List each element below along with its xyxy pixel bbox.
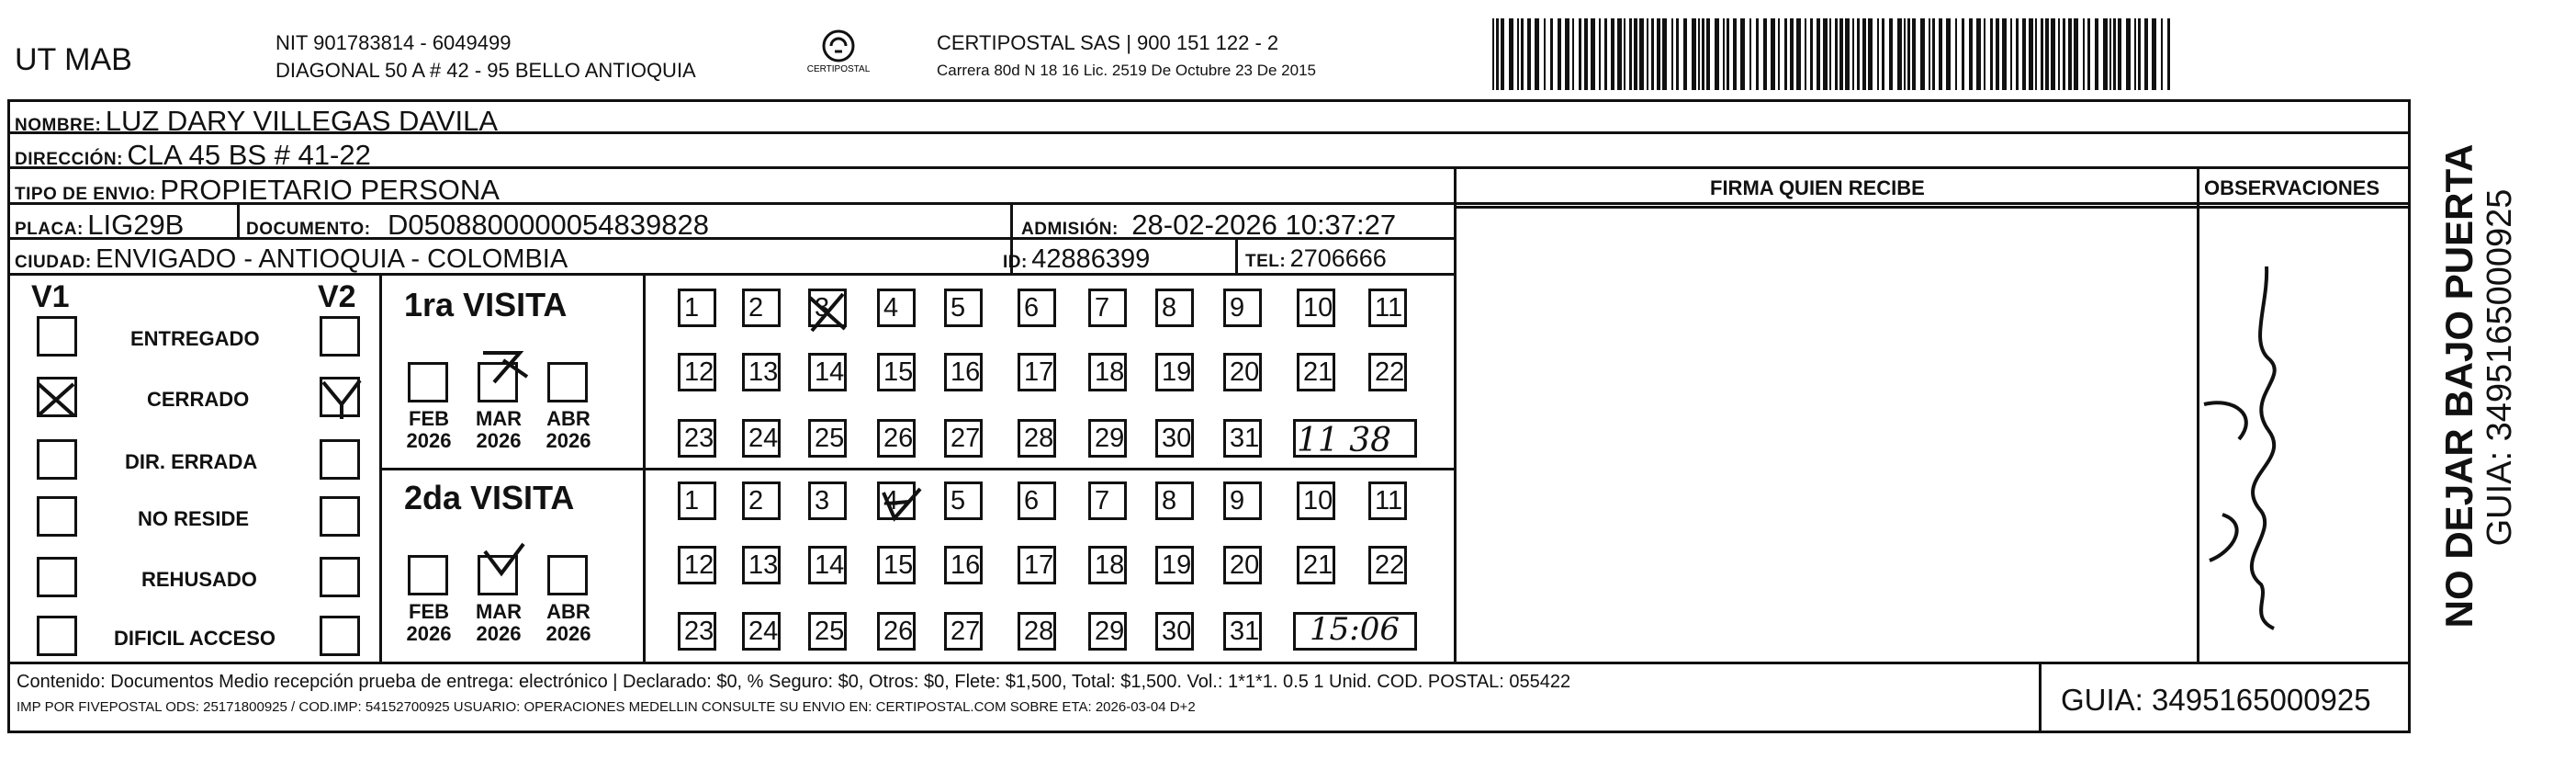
col-line (1235, 237, 1238, 273)
barcode-bar (1733, 18, 1737, 90)
barcode-bar (1889, 18, 1893, 90)
visit2-day-box[interactable]: 22 (1368, 546, 1407, 584)
ciudad-row (15, 246, 568, 273)
tel-label: TEL: (1245, 252, 1287, 271)
visit1-day-box[interactable]: 11 (1368, 289, 1407, 327)
visit2-day-box[interactable]: 19 (1155, 546, 1194, 584)
frame-top (7, 99, 2411, 102)
visit1-day-box[interactable]: 14 (808, 353, 847, 391)
barcode-bar (2167, 18, 2170, 90)
company-address: DIAGONAL 50 A # 42 - 95 BELLO ANTIOQUIA (276, 59, 696, 82)
visit2-day-box[interactable]: 13 (742, 546, 781, 584)
documento-row (246, 210, 709, 239)
visit1-day-box[interactable]: 6 (1018, 289, 1056, 327)
visit1-title: 1ra VISITA (404, 286, 568, 323)
barcode-bar (1591, 18, 1595, 90)
barcode-bar (1624, 18, 1625, 90)
logo-text: CERTIPOSTAL (806, 64, 871, 74)
v1-label: V1 (31, 279, 70, 314)
barcode-bar (1647, 18, 1648, 90)
barcode-bar (1897, 18, 1902, 90)
barcode-bar (2063, 18, 2065, 90)
barcode-bar (1857, 18, 1860, 90)
visit2-month-label (467, 601, 531, 645)
barcode-bar (1492, 18, 1494, 90)
barcode-bar (1639, 18, 1644, 90)
visit1-day-box[interactable]: 13 (742, 353, 781, 391)
documento-value: D0508800000054839828 (388, 209, 709, 241)
visit1-day-box[interactable]: 25 (808, 419, 847, 458)
status-label: DIR. ERRADA (125, 450, 258, 473)
barcode-bar (2144, 18, 2148, 90)
visit1-day-box[interactable]: 27 (944, 419, 983, 458)
documento-label: DOCUMENTO: (246, 220, 371, 239)
side-guia: GUIA: 3495165000925 (2480, 188, 2519, 547)
visit2-day-box[interactable]: 10 (1297, 481, 1335, 520)
visit2-title: 2da VISITA (404, 479, 575, 516)
visit1-day-box[interactable]: 31 (1223, 419, 1262, 458)
barcode-bar (1796, 18, 1801, 90)
observaciones-header: OBSERVACIONES (2204, 176, 2380, 199)
visit2-day-box[interactable]: 3 (808, 481, 847, 520)
visit2-day-box[interactable]: 21 (1297, 546, 1335, 584)
visit1-month-checkbox[interactable] (408, 362, 448, 402)
barcode-bar (1662, 18, 1667, 90)
barcode-bar (1604, 18, 1607, 90)
barcode-bar (1501, 18, 1504, 90)
barcode-bar (1778, 18, 1780, 90)
visit1-month-label (467, 408, 531, 452)
placa-row (15, 210, 184, 239)
barcode-bar (2010, 18, 2012, 90)
carrier-license: Carrera 80d N 18 16 Lic. 2519 De Octubre 23 De 2015 (937, 62, 1316, 79)
frame-right (2408, 99, 2411, 733)
id-row (1003, 246, 1150, 273)
visit1-day-box[interactable]: 9 (1223, 289, 1262, 327)
visit2-day-box[interactable]: 27 (944, 612, 983, 651)
barcode-bar (1517, 18, 1519, 90)
company-nit: NIT 901783814 - 6049499 (276, 31, 512, 54)
month-name: ABR (546, 407, 591, 430)
status-v1-checkbox[interactable] (37, 616, 77, 656)
visit1-month-label (536, 408, 601, 452)
admision-row (1021, 210, 1396, 239)
barcode-bar (1702, 18, 1704, 90)
status-label: ENTREGADO (130, 327, 260, 350)
barcode-bar (1629, 18, 1632, 90)
barcode-bar (2138, 18, 2141, 90)
direccion-label: DIRECCIÓN: (15, 150, 123, 169)
visit1-day-box[interactable]: 28 (1018, 419, 1056, 458)
visit2-day-box[interactable]: 28 (1018, 612, 1056, 651)
barcode-bar (2152, 18, 2156, 90)
barcode-bar (1877, 18, 1879, 90)
col-line (2039, 662, 2042, 733)
footer-guia: GUIA: 3495165000925 (2061, 683, 2371, 717)
visit2-month-checkbox[interactable] (408, 555, 448, 595)
barcode-bar (1823, 18, 1828, 90)
month-year: 2026 (546, 622, 591, 646)
visit2-day-box[interactable]: 14 (808, 546, 847, 584)
month-year: 2026 (546, 429, 591, 453)
status-label: NO RESIDE (138, 507, 250, 530)
visit2-day-box[interactable]: 30 (1155, 612, 1194, 651)
visit2-day-box[interactable]: 17 (1018, 546, 1056, 584)
barcode-bar (1749, 18, 1751, 90)
barcode-bar (1692, 18, 1696, 90)
status-v1-checkbox[interactable] (37, 496, 77, 537)
barcode-bar (2068, 18, 2072, 90)
barcode-bar (1723, 18, 1725, 90)
visit1-day-box[interactable]: 18 (1088, 353, 1127, 391)
visit1-time: 11 38 (1297, 422, 1392, 459)
id-label: ID: (1003, 253, 1028, 272)
visit2-month-checkbox[interactable] (547, 555, 588, 595)
barcode-bar (2118, 18, 2121, 90)
status-v2-checkbox[interactable] (320, 316, 360, 357)
barcode-bar (1835, 18, 1838, 90)
placa-value: LIG29B (87, 209, 185, 241)
barcode-bar (2029, 18, 2033, 90)
barcode-bar (1805, 18, 1806, 90)
visit2-day-box[interactable]: 24 (742, 612, 781, 651)
barcode-bar (2161, 18, 2163, 90)
visit2-day-box[interactable]: 25 (808, 612, 847, 651)
visit2-day-box[interactable]: 26 (877, 612, 916, 651)
ciudad-value: ENVIGADO - ANTIOQUIA - COLOMBIA (96, 244, 568, 274)
visit1-day-box[interactable]: 12 (678, 353, 716, 391)
status-v2-checkbox[interactable] (320, 496, 360, 537)
barcode-bar (1829, 18, 1831, 90)
status-v1-checkbox[interactable] (37, 557, 77, 597)
footer-imp: IMP POR FIVEPOSTAL ODS: 25171800925 / COD.IMP: 54152700925 USUARIO: OPERACIONES MEDELLIN CONSULTE SU ENVIO EN: CERTIPOSTAL.COM SOBRE ETA: 2026-03-04 D+2 (17, 699, 1196, 715)
ciudad-label: CIUDAD: (15, 253, 92, 272)
barcode-bar (1584, 18, 1588, 90)
barcode-bar (1496, 18, 1499, 90)
barcode-bar (2126, 18, 2131, 90)
barcode-bar (1920, 18, 1925, 90)
visit1-day-box[interactable]: 3 (808, 289, 847, 327)
barcode-bar (2045, 18, 2049, 90)
month-name: FEB (409, 600, 449, 623)
visit1-day-box[interactable]: 1 (678, 289, 716, 327)
barcode-bar (1611, 18, 1614, 90)
month-name: FEB (409, 407, 449, 430)
barcode-bar (1932, 18, 1935, 90)
visit2-day-box[interactable]: 6 (1018, 481, 1056, 520)
barcode-bar (1521, 18, 1524, 90)
barcode-bar (1634, 18, 1637, 90)
visit1-day-box[interactable]: 5 (944, 289, 983, 327)
visit2-day-box[interactable]: 7 (1088, 481, 1127, 520)
visit2-month-label (397, 601, 461, 645)
barcode-bar (1839, 18, 1843, 90)
frame-bottom (7, 731, 2411, 733)
barcode-bar (2035, 18, 2037, 90)
col-line (2197, 166, 2199, 663)
barcode-bar (1535, 18, 1539, 90)
barcode-bar (1984, 18, 1985, 90)
direccion-value: CLA 45 BS # 41-22 (127, 139, 371, 171)
barcode-bar (2095, 18, 2098, 90)
visit2-day-box[interactable]: 11 (1368, 481, 1407, 520)
tel-row (1245, 246, 1387, 271)
barcode-bar (1771, 18, 1775, 90)
status-v1-checkbox[interactable] (37, 316, 77, 357)
barcode-bar (1882, 18, 1884, 90)
barcode-bar (1929, 18, 1930, 90)
status-label: DIFICIL ACCESO (114, 627, 276, 650)
barcode-bar (2058, 18, 2060, 90)
visit1-day-box[interactable]: 19 (1155, 353, 1194, 391)
firma-header: FIRMA QUIEN RECIBE (1710, 176, 1925, 199)
visit1-day-box[interactable]: 21 (1297, 353, 1335, 391)
barcode-bar (1565, 18, 1569, 90)
barcode-bar (2087, 18, 2090, 90)
barcode-bar (1715, 18, 1719, 90)
visit1-day-box[interactable]: 30 (1155, 419, 1194, 458)
visit2-time: 15:06 (1310, 611, 1400, 648)
barcode-bar (1763, 18, 1767, 90)
barcode-bar (1544, 18, 1546, 90)
barcode-bar (1550, 18, 1553, 90)
barcode-bar (1939, 18, 1942, 90)
tipo-value: PROPIETARIO PERSONA (160, 174, 500, 206)
barcode-bar (1862, 18, 1866, 90)
barcode-bar (1683, 18, 1687, 90)
barcode-bar (1852, 18, 1854, 90)
month-name: MAR (475, 600, 523, 623)
section-line (7, 662, 2411, 664)
nombre-value: LUZ DARY VILLEGAS DAVILA (105, 105, 499, 137)
visit2-month-checkbox[interactable] (478, 555, 518, 595)
barcode-bar (2113, 18, 2116, 90)
barcode-bar (1946, 18, 1951, 90)
barcode-bar (1996, 18, 1999, 90)
barcode-bar (1572, 18, 1574, 90)
admision-label: ADMISIÓN: (1021, 220, 1119, 239)
visit2-day-box[interactable]: 9 (1223, 481, 1262, 520)
row-line (1454, 206, 2409, 209)
carrier-name: CERTIPOSTAL SAS | 900 151 122 - 2 (937, 31, 1279, 54)
visit2-day-box[interactable]: 1 (678, 481, 716, 520)
barcode-bar (1651, 18, 1654, 90)
barcode-bar (1617, 18, 1622, 90)
month-year: 2026 (476, 622, 522, 646)
month-year: 2026 (406, 622, 452, 646)
visit1-month-label (397, 408, 461, 452)
barcode-bar (1810, 18, 1813, 90)
barcode-bar (1817, 18, 1820, 90)
visit2-day-box[interactable]: 23 (678, 612, 716, 651)
visit1-day-box[interactable]: 23 (678, 419, 716, 458)
barcode-bar (2074, 18, 2078, 90)
barcode-bar (2103, 18, 2108, 90)
month-year: 2026 (476, 429, 522, 453)
visit2-day-box[interactable]: 5 (944, 481, 983, 520)
barcode-bar (2083, 18, 2085, 90)
col-line (237, 202, 240, 237)
month-name: ABR (546, 600, 591, 623)
barcode-bar (2051, 18, 2055, 90)
barcode-bar (1912, 18, 1916, 90)
barcode (1492, 18, 2175, 90)
visit1-day-box[interactable]: 7 (1088, 289, 1127, 327)
status-v1-checkbox[interactable] (37, 439, 77, 480)
barcode-bar (1756, 18, 1759, 90)
barcode-bar (1962, 18, 1964, 90)
barcode-bar (1599, 18, 1601, 90)
side-warning: NO DEJAR BAJO PUERTA (2437, 143, 2480, 629)
row-line (379, 468, 1456, 470)
visit1-day-box[interactable]: 22 (1368, 353, 1407, 391)
status-v2-checkbox[interactable] (320, 377, 360, 417)
visit2-day-box[interactable]: 20 (1223, 546, 1262, 584)
visit1-day-box[interactable]: 20 (1223, 353, 1262, 391)
direccion-row (15, 141, 371, 169)
visit2-day-box[interactable]: 31 (1223, 612, 1262, 651)
visit1-day-box[interactable]: 8 (1155, 289, 1194, 327)
visit1-month-checkbox[interactable] (547, 362, 588, 402)
visit2-day-box[interactable]: 15 (877, 546, 916, 584)
barcode-bar (1990, 18, 1993, 90)
barcode-bar (1845, 18, 1850, 90)
status-v2-checkbox[interactable] (320, 616, 360, 656)
barcode-bar (2041, 18, 2043, 90)
barcode-bar (2022, 18, 2026, 90)
company-name: UT MAB (15, 42, 132, 77)
barcode-bar (1727, 18, 1729, 90)
visit1-month-checkbox[interactable] (478, 362, 518, 402)
visit1-day-box[interactable]: 29 (1088, 419, 1127, 458)
nombre-row (15, 107, 498, 135)
col-line (1454, 166, 1457, 663)
status-v2-checkbox[interactable] (320, 557, 360, 597)
visit1-day-box[interactable]: 2 (742, 289, 781, 327)
visit1-day-box[interactable]: 24 (742, 419, 781, 458)
barcode-bar (1907, 18, 1910, 90)
certipostal-logo (806, 28, 871, 81)
tipo-label: TIPO DE ENVIO: (15, 185, 156, 204)
visit2-day-box[interactable]: 18 (1088, 546, 1127, 584)
barcode-bar (1527, 18, 1531, 90)
barcode-bar (1955, 18, 1957, 90)
status-label: CERRADO (147, 388, 250, 411)
month-year: 2026 (406, 429, 452, 453)
barcode-bar (2016, 18, 2019, 90)
visit1-day-box[interactable]: 15 (877, 353, 916, 391)
barcode-bar (1657, 18, 1660, 90)
frame-left (7, 99, 10, 733)
visit2-day-box[interactable]: 8 (1155, 481, 1194, 520)
id-value: 42886399 (1031, 244, 1151, 274)
barcode-bar (1509, 18, 1513, 90)
footer-contenido: Contenido: Documentos Medio recepción prueba de entrega: electrónico | Declarado: $0, % Seguro: $0, Otros: $0, Flete: $1,500, Total: $1,500. Vol.: 1*1*1. 0.5 1 Unid. COD. POSTAL: 055422 (17, 672, 1571, 692)
tipo-row (15, 176, 500, 204)
barcode-bar (1671, 18, 1673, 90)
status-label: REHUSADO (141, 568, 257, 591)
status-v2-checkbox[interactable] (320, 439, 360, 480)
barcode-bar (1579, 18, 1581, 90)
visit2-day-box[interactable]: 4 (877, 481, 916, 520)
nombre-label: NOMBRE: (15, 116, 102, 135)
status-v1-checkbox[interactable] (37, 377, 77, 417)
barcode-bar (2002, 18, 2007, 90)
visit2-day-box[interactable]: 2 (742, 481, 781, 520)
visit2-day-box[interactable]: 16 (944, 546, 983, 584)
visit1-day-box[interactable]: 10 (1297, 289, 1335, 327)
barcode-bar (1868, 18, 1873, 90)
admision-value: 28-02-2026 10:37:27 (1131, 209, 1397, 241)
barcode-bar (2134, 18, 2136, 90)
barcode-bar (1676, 18, 1679, 90)
barcode-bar (1969, 18, 1973, 90)
month-name: MAR (475, 407, 523, 430)
visit1-day-box[interactable]: 26 (877, 419, 916, 458)
visit1-day-box[interactable]: 17 (1018, 353, 1056, 391)
barcode-bar (1904, 18, 1906, 90)
placa-label: PLACA: (15, 220, 84, 239)
barcode-bar (1698, 18, 1700, 90)
barcode-bar (1790, 18, 1794, 90)
barcode-bar (1558, 18, 1561, 90)
visit2-month-label (536, 601, 601, 645)
barcode-bar (2109, 18, 2111, 90)
barcode-bar (1740, 18, 1745, 90)
v2-label: V2 (318, 279, 356, 314)
visit1-day-box[interactable]: 16 (944, 353, 983, 391)
barcode-bar (1706, 18, 1710, 90)
tel-value: 2706666 (1289, 244, 1387, 272)
visit2-day-box[interactable]: 29 (1088, 612, 1127, 651)
visit1-day-box[interactable]: 4 (877, 289, 916, 327)
barcode-bar (1784, 18, 1787, 90)
visit2-day-box[interactable]: 12 (678, 546, 716, 584)
barcode-bar (1976, 18, 1981, 90)
